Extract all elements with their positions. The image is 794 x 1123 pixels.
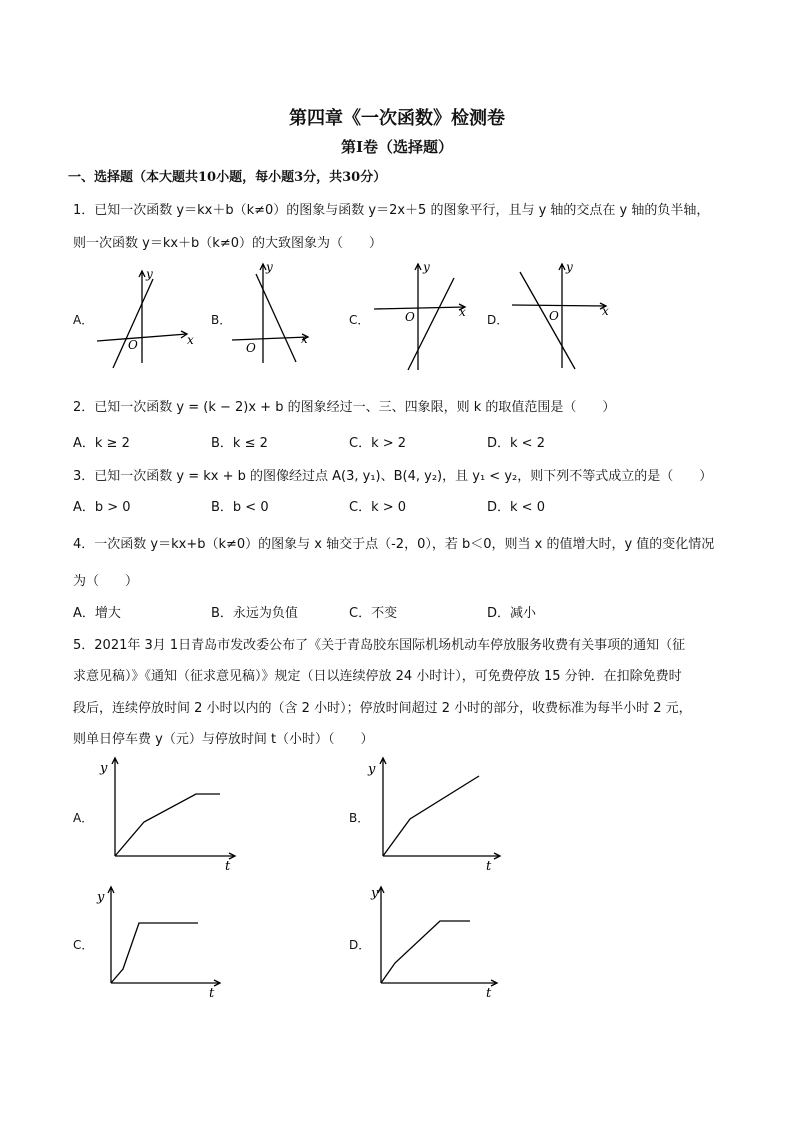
q1-a-y-label: y [146, 267, 153, 281]
q4-option-a[interactable]: A．增大 [73, 606, 121, 621]
q1-graph-c [372, 258, 477, 376]
q5-graph-c [95, 883, 245, 1003]
q4-option-d[interactable]: D．减小 [487, 606, 537, 621]
q1-option-a-label[interactable]: A． [73, 313, 94, 327]
q5-option-a-label[interactable]: A． [73, 811, 94, 825]
q1-option-b-label[interactable]: B． [211, 313, 232, 327]
q1-text-line1: 1．已知一次函数 y＝kx＋b（k≠0）的图象与函数 y＝2x＋5 的图象平行，且与 y 轴的交点在 y 轴的负半轴， [73, 203, 710, 218]
q1-option-d-label[interactable]: D． [487, 313, 509, 327]
q2-option-c[interactable]: C．k > 2 [349, 436, 407, 451]
q5-option-c-label[interactable]: C． [73, 938, 94, 952]
q2-option-b[interactable]: B．k ≤ 2 [211, 436, 268, 451]
q3-option-b[interactable]: B．b < 0 [211, 500, 269, 515]
q5-text-line4: 则单日停车费 y（元）与停放时间 t（小时）（ ） [73, 732, 374, 747]
q5-text-line1: 5．2021年 3月 1日青岛市发改委公布了《关于青岛胶东国际机场机动车停放服务收费有关事项的通知（征 [73, 638, 686, 653]
q1-c-y-label: y [423, 260, 430, 274]
q2-option-a[interactable]: A．k ≥ 2 [73, 436, 130, 451]
q1-graph-d [510, 258, 615, 376]
q1-option-c-label[interactable]: C． [349, 313, 370, 327]
q5-text-line2: 求意见稿）》《通知（征求意见稿）》规定（日以连续停放 24 小时计），可免费停放 15 分钟．在扣除免费时 [73, 669, 682, 684]
q5-a-t-label: t [225, 859, 231, 874]
q5-b-y-label: y [368, 762, 376, 777]
q2-text: 2．已知一次函数 y = (k − 2)x + b 的图象经过一、三、四象限，则 k 的取值范围是（ ） [73, 400, 616, 415]
part-title: 第I卷（选择题） [340, 138, 454, 156]
q5-text-line3: 段后，连续停放时间 2 小时以内的（含 2 小时）；停放时间超过 2 小时的部分，收费标准为每半小时 2 元， [73, 701, 692, 716]
q4-text-line2: 为（ ） [73, 574, 139, 589]
q1-d-origin-label: O [549, 309, 559, 323]
q5-option-b-label[interactable]: B． [349, 811, 370, 825]
q5-c-y-label: y [97, 890, 105, 905]
q5-d-t-label: t [486, 986, 492, 1001]
q1-text-line2: 则一次函数 y＝kx＋b（k≠0）的大致图象为（ ） [73, 236, 382, 251]
q1-a-origin-label: O [128, 338, 138, 352]
q4-option-c[interactable]: C．不变 [349, 606, 398, 621]
q1-b-origin-label: O [246, 341, 256, 355]
q1-b-x-label: x [301, 332, 308, 346]
q5-d-y-label: y [371, 886, 379, 901]
q3-option-a[interactable]: A．b > 0 [73, 500, 131, 515]
q3-option-d[interactable]: D．k < 0 [487, 500, 545, 515]
q1-b-y-label: y [266, 260, 273, 274]
q5-graph-b [365, 752, 515, 877]
q1-graph-a [95, 265, 195, 375]
q1-d-x-label: x [602, 304, 609, 318]
q1-c-x-label: x [459, 305, 466, 319]
q4-text-line1: 4．一次函数 y＝kx+b（k≠0）的图象与 x 轴交于点（-2，0），若 b＜0，则当 x 的值增大时，y 值的变化情况 [73, 537, 715, 552]
q1-d-y-label: y [566, 260, 573, 274]
section-heading: 一、选择题（本大题共10小题，每小题3分，共30分） [68, 170, 387, 185]
q2-option-d[interactable]: D．k < 2 [487, 436, 545, 451]
q1-graph-b [228, 258, 328, 373]
q4-option-b[interactable]: B．永远为负值 [211, 606, 298, 621]
q5-graph-a [95, 752, 245, 877]
page-title: 第四章《一次函数》检测卷 [289, 108, 505, 129]
q5-graph-d [365, 883, 515, 1003]
q5-option-d-label[interactable]: D． [349, 938, 371, 952]
q3-text: 3．已知一次函数 y = kx + b 的图像经过点 A(3, y₁)、B(4, y₂)，且 y₁ < y₂，则下列不等式成立的是（ ） [73, 469, 713, 484]
q3-option-c[interactable]: C．k > 0 [349, 500, 407, 515]
q1-c-origin-label: O [405, 310, 415, 324]
q5-c-t-label: t [209, 986, 215, 1001]
q5-a-y-label: y [100, 761, 108, 776]
q5-b-t-label: t [486, 859, 492, 874]
q1-a-x-label: x [187, 333, 194, 347]
